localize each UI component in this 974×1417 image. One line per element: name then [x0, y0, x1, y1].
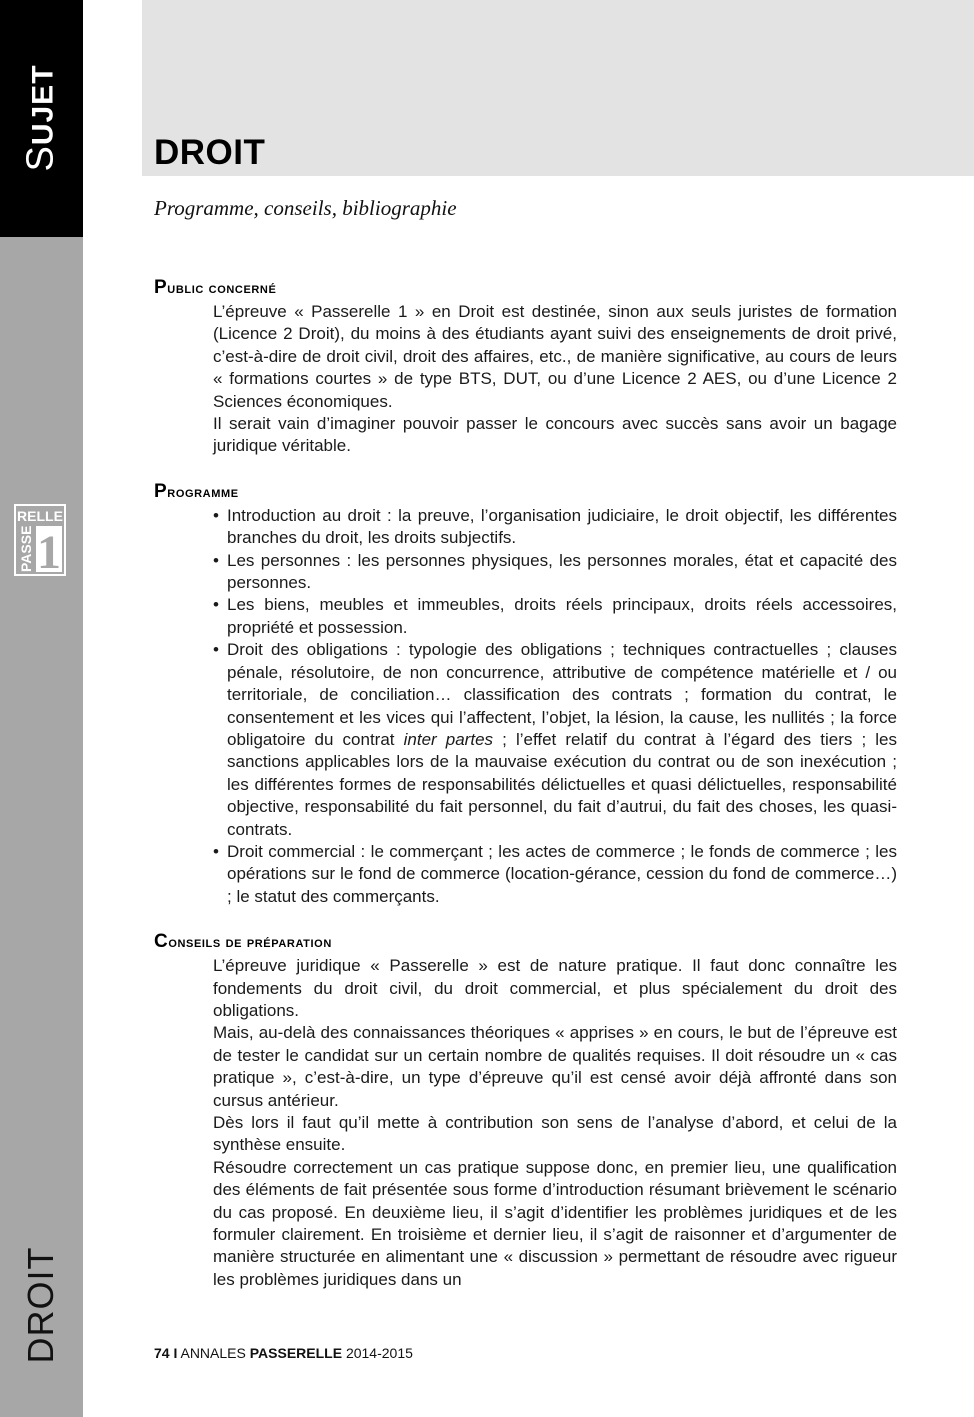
header-band	[142, 0, 974, 176]
logo-number: 1	[37, 526, 61, 576]
section-programme	[154, 480, 897, 908]
logo-text-side: PASSE	[18, 525, 34, 572]
programme-list	[213, 505, 897, 908]
list-item-obligations: • Droit des obligations : typologie des obligations ; techniques contractuelles ; clauses pénale, résolutoire, de non concurrence, attributive de compétence matérielle et / ou territoriale, de conciliation… classification des contrats ; formation du contrat, le consentement et les vices qui l’affectent, l’objet, la lésion, la cause, les nullités ; la force obligatoire du contrat inter partes ; l’effet relatif du contrat à l’égard des tiers ; les sanctions applicables lors de la mauvaise exécution du contrat ou de son inexécution ; les différentes formes de responsabilités délictuelles et quasi délictuelles, responsabilité objective, responsabilité du fait personnel, du fait d’autrui, du fait des choses, les quasi-contrats.	[213, 639, 897, 841]
paragraph: Il serait vain d’imaginer pouvoir passer le concours avec succès sans avoir un bagage juridique véritable.	[213, 414, 897, 456]
sidebar-section-label: SUJET	[19, 64, 62, 172]
main-content	[154, 276, 897, 1313]
footer-years: 2014-2015	[345, 1345, 413, 1361]
page-footer	[154, 1345, 413, 1361]
paragraph: Dès lors il faut qu’il mette à contribution son sens de l’analyse d’abord, et celui de la synthèse ensuite.	[213, 1113, 897, 1155]
section-heading-programme: Programme	[154, 480, 239, 502]
list-item: • Introduction au droit : la preuve, l’organisation judiciaire, le droit objectif, les différentes branches du droit, les droits subjectifs.	[213, 505, 897, 550]
footer-passerelle: PASSERELLE	[249, 1345, 343, 1361]
paragraph: L’épreuve « Passerelle 1 » en Droit est destinée, sinon aux seuls juristes de formation (Licence 2 Droit), du moins à des étudiants ayant suivi des enseignements de droit privé, c’est-à-dire de droit civil, droit des affaires, etc., de manière significative, au cours de leurs « formations courtes » de type BTS, DUT, ou d’une Licence 2 AES, ou d’une Licence 2 Sciences économiques.	[213, 302, 897, 411]
list-item: • Les personnes : les personnes physiques, les personnes morales, état et capacité des personnes.	[213, 550, 897, 595]
paragraph: Résoudre correctement un cas pratique suppose donc, en premier lieu, une qualification des éléments de fait présentée sous forme d’introduction résumant brièvement le scénario du cas proposé. En deuxième lieu, il s’agit d’identifier les problèmes juridiques et de les formuler clairement. En troisième et dernier lieu, il s’agit de raisonner et d’argumenter de manière structurée en alimentant une « discussion » permettant de résoudre avec rigueur les problèmes juridiques dans un	[213, 1157, 897, 1289]
section-heading-conseils: Conseils de préparation	[154, 931, 332, 953]
page-title: DROIT	[154, 133, 266, 172]
footer-separator: I	[173, 1345, 178, 1361]
list-item: • Les biens, meubles et immeubles, droits réels principaux, droits réels accessoires, propriété et possession.	[213, 594, 897, 639]
paragraph: L’épreuve juridique « Passerelle » est de nature pratique. Il faut donc connaître les fondements du droit civil, du droit commercial, et plus spécialement du droit des obligations.	[213, 956, 897, 1020]
section-heading-public: Public concerné	[154, 277, 277, 298]
section-body-programme	[213, 505, 897, 908]
page-subtitle: Programme, conseils, bibliographie	[154, 196, 457, 220]
sidebar-grey-block	[0, 237, 83, 1417]
section-body-conseils	[213, 955, 897, 1291]
logo-text-top: RELLE	[17, 508, 63, 524]
paragraph: Mais, au-delà des connaissances théoriques « apprises » en cours, le but de l’épreuve est de tester le candidat sur un certain nombre de qualités requises. Il doit résoudre un « cas pratique », c’est-à-dire, un type d’épreuve qu’il est censé avoir déjà affronté dans son cursus antérieur.	[213, 1023, 897, 1110]
page-number: 74	[154, 1345, 170, 1361]
section-body-public	[213, 301, 897, 458]
sidebar-subject-label: DROIT	[20, 1246, 61, 1364]
section-conseils	[154, 930, 897, 1291]
passerelle-logo	[14, 504, 66, 576]
footer-annales: ANNALES	[180, 1345, 246, 1361]
section-public	[154, 276, 897, 458]
list-item: • Droit commercial : le commerçant ; les actes de commerce ; le fonds de commerce ; les opérations sur le fond de commerce (location-gérance, cession du fond de commerce…) ; le statut des commerçants.	[213, 841, 897, 908]
